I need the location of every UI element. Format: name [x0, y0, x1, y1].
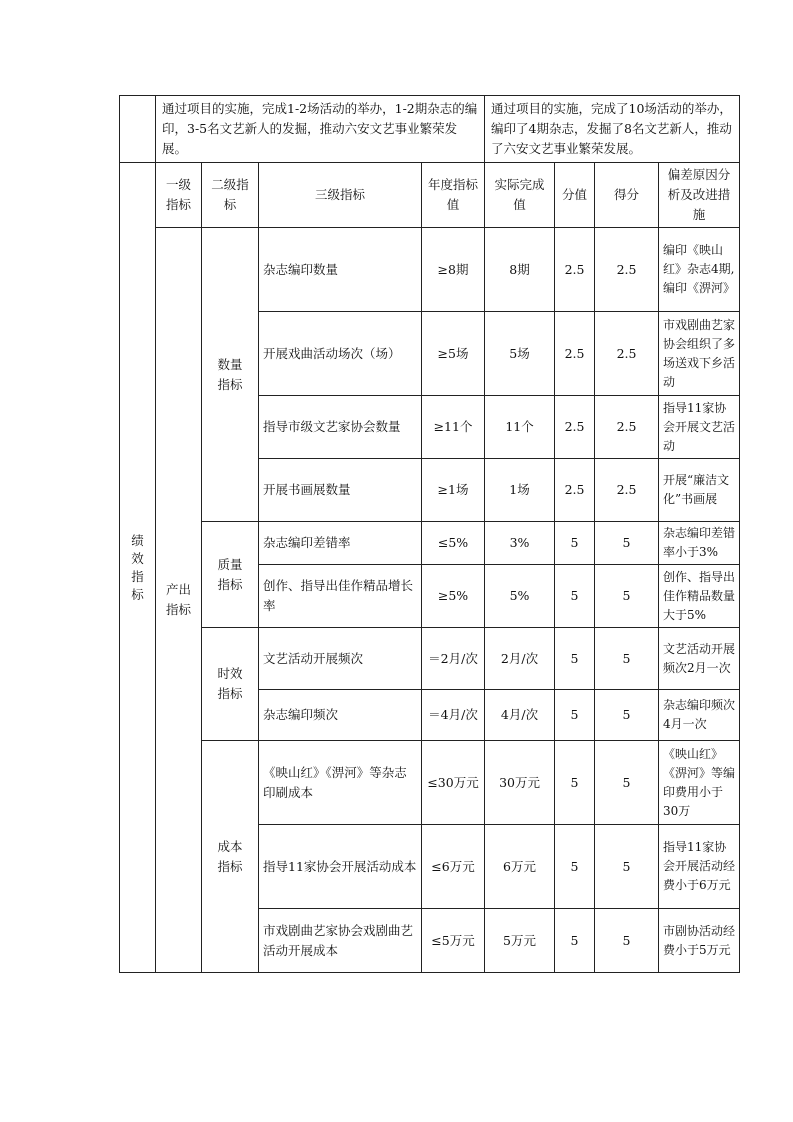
header-actual: 实际完成值 — [485, 163, 555, 228]
score-cell: 5 — [595, 825, 659, 909]
actual-cell: 30万元 — [485, 741, 555, 825]
group-quantity-cell — [202, 228, 259, 522]
annual-cell: ≥8期 — [422, 228, 485, 312]
indicator-cell: 开展书画展数量 — [259, 459, 422, 522]
score-cell: 5 — [595, 565, 659, 628]
level1-cell — [156, 228, 202, 973]
value-cell: 5 — [555, 565, 595, 628]
header-score-value: 分值 — [555, 163, 595, 228]
value-cell: 5 — [555, 628, 595, 690]
score-cell: 2.5 — [595, 396, 659, 459]
deviation-cell: 创作、指导出佳作精品数量大于5% — [659, 565, 740, 628]
actual-cell: 8期 — [485, 228, 555, 312]
left-label-cell — [120, 163, 156, 973]
table-row — [120, 522, 740, 565]
value-cell: 2.5 — [555, 312, 595, 396]
deviation-cell: 编印《映山红》杂志4期,编印《淠河》 — [659, 228, 740, 312]
annual-cell: ＝2月/次 — [422, 628, 485, 690]
actual-cell: 5% — [485, 565, 555, 628]
table-row — [120, 228, 740, 312]
score-cell: 5 — [595, 522, 659, 565]
score-cell: 2.5 — [595, 312, 659, 396]
deviation-cell: 指导11家协会开展活动经费小于6万元 — [659, 825, 740, 909]
actual-cell: 6万元 — [485, 825, 555, 909]
indicator-cell: 指导11家协会开展活动成本 — [259, 825, 422, 909]
indicator-cell: 市戏剧曲艺家协会戏剧曲艺活动开展成本 — [259, 909, 422, 973]
indicator-cell: 指导市级文艺家协会数量 — [259, 396, 422, 459]
summary-row — [120, 96, 740, 163]
score-cell: 2.5 — [595, 228, 659, 312]
header-row — [120, 163, 740, 228]
group-cost-cell — [202, 741, 259, 973]
indicator-cell: 杂志编印数量 — [259, 228, 422, 312]
group-label: 时效指标 — [217, 666, 243, 701]
annual-cell: ≤5% — [422, 522, 485, 565]
target-text-cell: 通过项目的实施，完成1-2场活动的举办，1-2期杂志的编印，3-5名文艺新人的发掘，推动六安文艺事业繁荣发展。 — [156, 96, 485, 163]
header-score: 得分 — [595, 163, 659, 228]
header-deviation: 偏差原因分析及改进措施 — [659, 163, 740, 228]
group-quality-cell — [202, 522, 259, 628]
value-cell: 2.5 — [555, 459, 595, 522]
score-cell: 5 — [595, 690, 659, 741]
indicator-cell: 杂志编印频次 — [259, 690, 422, 741]
header-level2: 二级指标 — [202, 163, 259, 228]
header-level1: 一级指标 — [156, 163, 202, 228]
actual-cell: 1场 — [485, 459, 555, 522]
annual-cell: ≥11个 — [422, 396, 485, 459]
actual-cell: 4月/次 — [485, 690, 555, 741]
level1-label: 产出指标 — [165, 582, 191, 617]
performance-table — [119, 95, 740, 973]
deviation-cell: 《映山红》《淠河》等编印费用小于30万 — [659, 741, 740, 825]
actual-cell: 5万元 — [485, 909, 555, 973]
actual-cell: 11个 — [485, 396, 555, 459]
indicator-cell: 创作、指导出佳作精品增长率 — [259, 565, 422, 628]
value-cell: 5 — [555, 825, 595, 909]
deviation-cell: 市剧协活动经费小于5万元 — [659, 909, 740, 973]
annual-cell: ≥5% — [422, 565, 485, 628]
group-timeliness-cell — [202, 628, 259, 741]
deviation-cell: 杂志编印差错率小于3% — [659, 522, 740, 565]
group-label: 质量指标 — [217, 556, 243, 592]
actual-cell: 2月/次 — [485, 628, 555, 690]
annual-cell: ≤30万元 — [422, 741, 485, 825]
value-cell: 2.5 — [555, 228, 595, 312]
annual-cell: ＝4月/次 — [422, 690, 485, 741]
annual-cell: ≤6万元 — [422, 825, 485, 909]
value-cell: 5 — [555, 909, 595, 973]
score-cell: 5 — [595, 909, 659, 973]
annual-cell: ≥5场 — [422, 312, 485, 396]
value-cell: 5 — [555, 522, 595, 565]
indicator-cell: 杂志编印差错率 — [259, 522, 422, 565]
annual-cell: ≥1场 — [422, 459, 485, 522]
header-annual: 年度指标值 — [422, 163, 485, 228]
deviation-cell: 市戏剧曲艺家协会组织了多场送戏下乡活动 — [659, 312, 740, 396]
deviation-cell: 开展“廉洁文化”书画展 — [659, 459, 740, 522]
actual-cell: 5场 — [485, 312, 555, 396]
summary-blank-cell — [120, 96, 156, 163]
score-cell: 5 — [595, 741, 659, 825]
group-label: 成本指标 — [217, 838, 243, 874]
left-label: 绩效指标 — [131, 532, 144, 602]
score-cell: 2.5 — [595, 459, 659, 522]
indicator-cell: 开展戏曲活动场次（场） — [259, 312, 422, 396]
deviation-cell: 文艺活动开展频次2月一次 — [659, 628, 740, 690]
value-cell: 5 — [555, 741, 595, 825]
deviation-cell: 杂志编印频次4月一次 — [659, 690, 740, 741]
score-cell: 5 — [595, 628, 659, 690]
table-row — [120, 628, 740, 690]
group-label: 数量指标 — [217, 356, 243, 392]
value-cell: 5 — [555, 690, 595, 741]
header-level3: 三级指标 — [259, 163, 422, 228]
indicator-cell: 《映山红》《淠河》等杂志印刷成本 — [259, 741, 422, 825]
deviation-cell: 指导11家协会开展文艺活动 — [659, 396, 740, 459]
actual-cell: 3% — [485, 522, 555, 565]
indicator-cell: 文艺活动开展频次 — [259, 628, 422, 690]
table-row — [120, 741, 740, 825]
actual-text-cell: 通过项目的实施，完成了10场活动的举办，编印了4期杂志，发掘了8名文艺新人，推动了六安文艺事业繁荣发展。 — [485, 96, 740, 163]
value-cell: 2.5 — [555, 396, 595, 459]
annual-cell: ≤5万元 — [422, 909, 485, 973]
